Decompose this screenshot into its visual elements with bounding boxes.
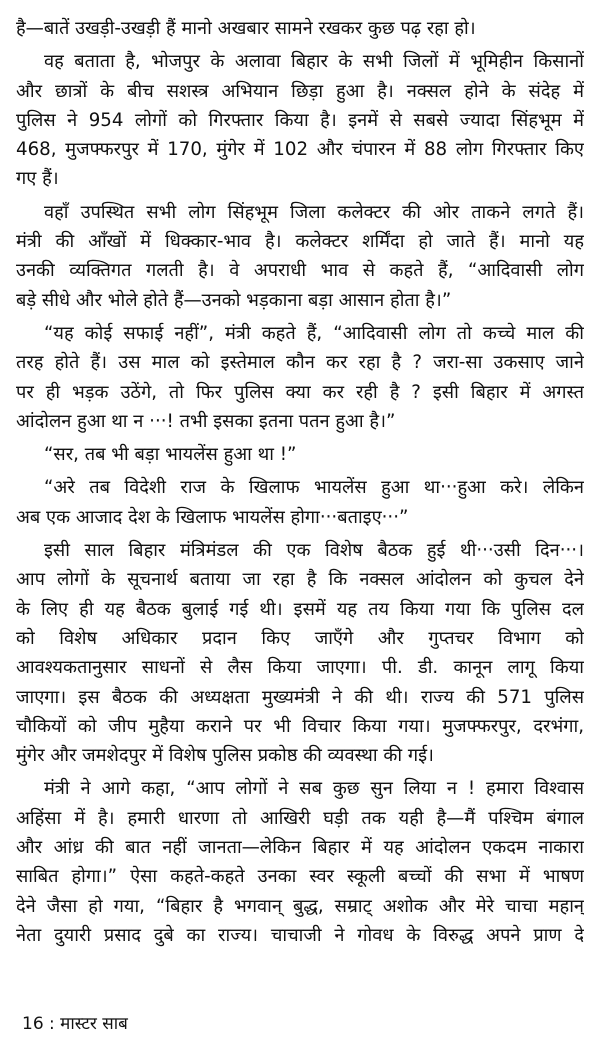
- text-line: 468, मुजफ्फरपुर में 170, मुंगेर में 102 और चंपारन में 88 लोग गिरफ्तार किए: [16, 139, 584, 161]
- text-line: अब एक आजाद देश के खिलाफ भायलेंस होगा···बताइए···”: [16, 506, 409, 528]
- text-line: साबित होगा।” ऐसा कहते-कहते उनका स्वर स्कूली बच्चों की सभा में भाषण: [16, 866, 584, 888]
- text-line: गए हैं।: [16, 168, 59, 190]
- text-line: इसी साल बिहार मंत्रिमंडल की एक विशेष बैठक हुई थी···उसी दिन···।: [44, 540, 584, 562]
- text-line: जाएगा। इस बैठक की अध्यक्षता मुख्यमंत्री ने की थी। राज्य की 571 पुलिस: [16, 686, 584, 708]
- paragraph: [16, 319, 584, 436]
- text-line: चौकियों को जीप मुहैया कराने पर भी विचार किया गया। मुजफ्फरपुर, दरभंगा,: [16, 715, 584, 737]
- text-line: मुंगेर और जमशेदपुर में विशेष पुलिस प्रकोष्ठ की व्यवस्था की गई।: [16, 745, 434, 767]
- text-line: अहिंसा में है। हमारी धारणा तो आखिरी घड़ी तक यही है—मैं पश्चिम बंगाल: [16, 807, 584, 829]
- text-line: “अरे तब विदेशी राज के खिलाफ भायलेंस हुआ था···हुआ करे। लेकिन: [44, 477, 584, 499]
- text-line: वह बताता है, भोजपुर के अलावा बिहार के सभी जिलों में भूमिहीन किसानों: [44, 51, 584, 73]
- paragraph: [16, 47, 584, 193]
- text-line: आवश्यकतानुसार साधनों से लैस किया जाएगा। पी. डी. कानून लागू किया: [16, 657, 584, 679]
- page-body: [16, 14, 584, 950]
- text-line: पर ही भड़क उठेंगे, तो फिर पुलिस क्या कर रही है ? इसी बिहार में अगस्त: [16, 381, 584, 403]
- text-line: मंत्री की आँखों में धिक्कार-भाव है। कलेक्टर शर्मिंदा हो जाते हैं। मानो यह: [16, 231, 584, 253]
- text-line: नेता दुयारी प्रसाद दुबे का राज्य। चाचाजी ने गोवध के विरुद्ध अपने प्राण दे: [16, 924, 584, 946]
- text-line: देने जैसा हो गया, “बिहार है भगवान् बुद्ध, सम्राट् अशोक और मेरे चाचा महान्: [16, 895, 584, 917]
- text-line: “सर, तब भी बड़ा भायलेंस हुआ था !”: [44, 444, 297, 466]
- page-footer: 16 : मास्टर साब: [22, 1014, 128, 1034]
- text-line: तरह होते हैं। उस माल को इस्तेमाल कौन कर रहा है ? जरा-सा उकसाए जाने: [16, 352, 584, 374]
- text-line: “यह कोई सफाई नहीं”, मंत्री कहते हैं, “आदिवासी लोग तो कच्चे माल की: [44, 322, 584, 344]
- paragraph: [16, 473, 584, 532]
- text-line: उनकी व्यक्तिगत गलती है। वे अपराधी भाव से कहते हैं, “आदिवासी लोग: [16, 260, 584, 282]
- text-line: आंदोलन हुआ था न ···! तभी इसका इतना पतन हुआ है।”: [16, 410, 396, 432]
- text-line: और छात्रों के बीच सशस्त्र अभियान छिड़ा हुआ है। नक्सल होने के संदेह में: [16, 80, 584, 102]
- text-line: पुलिस ने 954 लोगों को गिरफ्तार किया है। इनमें से सबसे ज्यादा सिंहभूम में: [16, 109, 584, 131]
- text-line: को विशेष अधिकार प्रदान किए जाएँगे और गुप्तचर विभाग को: [16, 627, 584, 649]
- text-line: आप लोगों के सूचनार्थ बताया जा रहा है कि नक्सल आंदोलन को कुचल देने: [16, 569, 584, 591]
- paragraph: [16, 536, 584, 770]
- text-line: के लिए ही यह बैठक बुलाई गई थी। इसमें यह तय किया गया कि पुलिस दल: [16, 598, 584, 620]
- text-line: और आंध्र की बात नहीं जानता—लेकिन बिहार में यह आंदोलन एकदम नाकारा: [16, 837, 584, 859]
- text-line: है—बातें उखड़ी-उखड़ी हैं मानो अखबार सामने रखकर कुछ पढ़ रहा हो।: [16, 18, 476, 39]
- paragraph: [16, 198, 584, 315]
- text-line: बड़े सीधे और भोले होते हैं—उनको भड़काना बड़ा आसान होता है।”: [16, 289, 452, 311]
- paragraph: [16, 440, 584, 469]
- text-line: मंत्री ने आगे कहा, “आप लोगों ने सब कुछ सुन लिया न ! हमारा विश्वास: [44, 778, 584, 800]
- paragraph: [16, 774, 584, 950]
- text-line: वहाँ उपस्थित सभी लोग सिंहभूम जिला कलेक्टर की ओर ताकने लगते हैं।: [44, 201, 584, 223]
- paragraph: [16, 14, 584, 43]
